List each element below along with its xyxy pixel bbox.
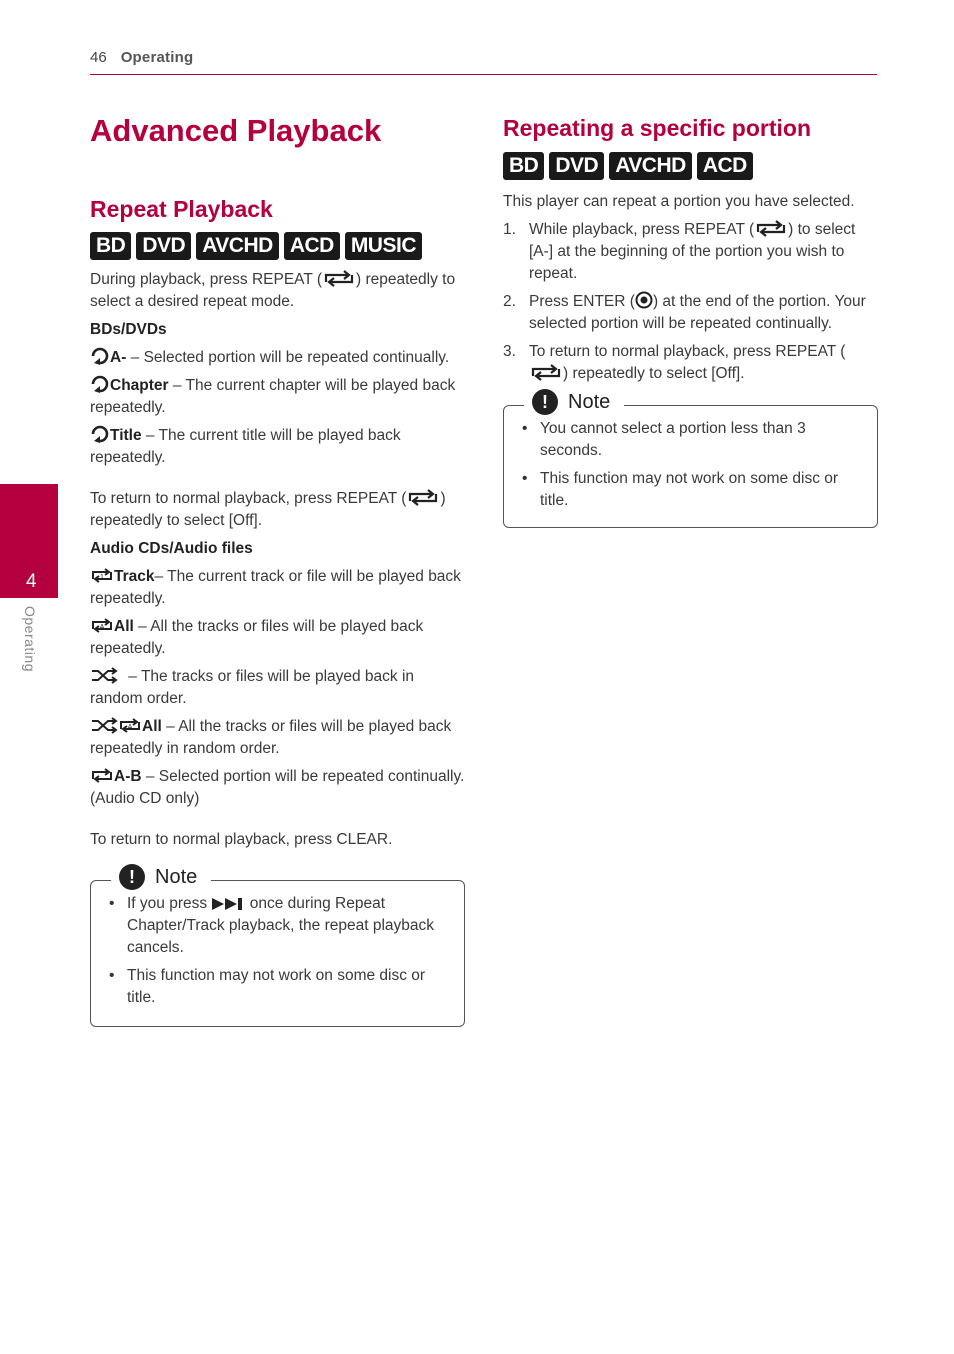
page-header [90, 49, 193, 66]
note-item: • This function may not work on some disc or title. [518, 468, 863, 512]
badge-music: MUSIC [345, 232, 422, 260]
badge-acd: ACD [284, 232, 340, 260]
step-item: 1. While playback, press REPEAT ( ) to select [A-] at the beginning of the portion you wish to repeat. [503, 221, 856, 282]
repeat-title-icon [90, 425, 110, 443]
repeat-icon [529, 364, 563, 381]
badge-dvd: DVD [549, 152, 604, 180]
shuffle-icon [90, 717, 118, 734]
portion-steps [503, 219, 878, 385]
section-name: Operating [120, 49, 194, 66]
right-note-box [503, 390, 878, 528]
badge-dvd: DVD [136, 232, 191, 260]
note-title: Note [155, 865, 198, 888]
note-header [524, 389, 624, 415]
disc-badges [90, 232, 465, 260]
bd-item-chapter: Chapter – The current chapter will be played back repeatedly. [90, 377, 456, 416]
page-title: Advanced Playback [90, 113, 382, 148]
repeat-one-icon [90, 567, 114, 584]
portion-intro: This player can repeat a portion you have selected. [503, 193, 855, 210]
skip-next-icon [211, 897, 245, 911]
note-item: • You cannot select a portion less than 3 seconds. [518, 418, 863, 462]
svg-text:A: A [99, 624, 105, 631]
repeat-icon [406, 489, 440, 506]
chapter-label: Operating [22, 606, 38, 672]
badge-bd: BD [90, 232, 131, 260]
badge-avchd: AVCHD [609, 152, 692, 180]
left-column [90, 113, 465, 851]
badge-bd: BD [503, 152, 544, 180]
repeat-a-icon [90, 347, 110, 365]
disc-badges [503, 152, 878, 180]
clear-instruction: To return to normal playback, press CLEAR. [90, 831, 393, 848]
repeat-return-text: To return to normal playback, press REPEAT ( ) repeatedly to select [Off]. [90, 490, 446, 529]
header-rule [90, 74, 877, 75]
repeat-all-icon [118, 717, 142, 734]
note-item: • This function may not work on some disc or title. [105, 965, 450, 1009]
audio-heading: Audio CDs/Audio files [90, 540, 253, 557]
bd-dvd-heading: BDs/DVDs [90, 321, 167, 338]
bd-item-title: Title – The current title will be played back repeatedly. [90, 427, 401, 466]
repeat-intro: During playback, press REPEAT ( ) repeatedly to select a desired repeat mode. [90, 271, 456, 310]
enter-icon [635, 291, 653, 309]
audio-item-ab: A-B – Selected portion will be repeated continually. (Audio CD only) [90, 768, 465, 807]
audio-item-all: A All – All the tracks or files will be played back repeatedly. [90, 618, 424, 657]
note-list [518, 418, 863, 518]
page-number: 46 [90, 49, 107, 66]
repeat-playback-heading: Repeat Playback [90, 196, 273, 222]
repeat-icon [322, 270, 356, 287]
repeat-all-icon [90, 617, 114, 634]
svg-text:A: A [127, 724, 133, 731]
step-item: 3. To return to normal playback, press REPEAT () repeatedly to select [Off]. [503, 343, 846, 382]
audio-item-track: 1 Track– The current track or file will be played back repeatedly. [90, 568, 461, 607]
repeat-ab-icon [90, 767, 114, 784]
exclamation-icon: ! [119, 864, 145, 890]
repeat-icon [754, 220, 788, 237]
shuffle-icon [90, 667, 124, 684]
badge-avchd: AVCHD [196, 232, 279, 260]
svg-text:1: 1 [100, 574, 104, 581]
note-header [111, 864, 211, 890]
repeat-chapter-icon [90, 375, 110, 393]
repeat-portion-heading: Repeating a specific portion [503, 115, 811, 141]
exclamation-icon: ! [532, 389, 558, 415]
step-item: 2. Press ENTER ( ) at the end of the portion. Your selected portion will be repeated continually. [503, 293, 866, 332]
left-note-box [90, 865, 465, 1027]
audio-item-shuffle-all: A All – All the tracks or files will be played back repeatedly in random order. [90, 718, 452, 757]
badge-acd: ACD [697, 152, 753, 180]
chapter-number: 4 [26, 571, 37, 592]
bd-item-a: A- – Selected portion will be repeated continually. [90, 347, 465, 369]
note-title: Note [568, 390, 611, 413]
right-column [503, 114, 878, 391]
note-list [105, 893, 450, 1015]
audio-item-shuffle: – The tracks or files will be played back in random order. [90, 668, 415, 707]
note-item: • If you press once during Repeat Chapter/Track playback, the repeat playback cancels. [105, 893, 450, 959]
